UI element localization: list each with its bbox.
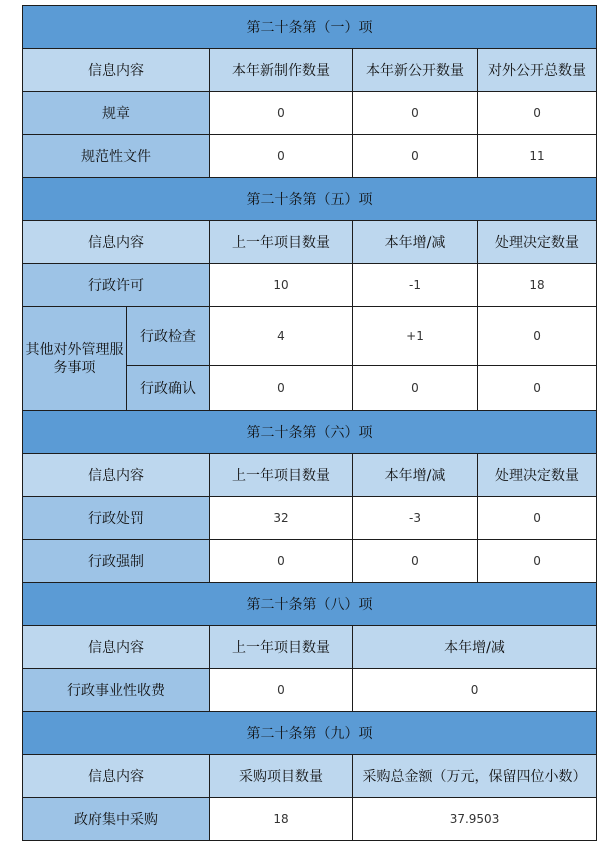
column-header: 本年增/减 — [353, 454, 478, 497]
column-header: 信息内容 — [23, 221, 210, 264]
section-header-5 — [23, 178, 597, 221]
column-header: 本年新制作数量 — [210, 49, 353, 92]
row-label: 行政强制 — [23, 540, 210, 583]
section-title: 第二十条第（五）项 — [23, 178, 597, 221]
table-row — [23, 264, 597, 307]
row-label: 行政检查 — [127, 307, 210, 366]
column-header: 本年增/减 — [353, 221, 478, 264]
cell-value: 0 — [353, 92, 478, 135]
cell-value: 0 — [478, 92, 597, 135]
cell-value: 4 — [210, 307, 353, 366]
section-title: 第二十条第（一）项 — [23, 6, 597, 49]
table-row — [23, 798, 597, 841]
cell-value: 0 — [210, 92, 353, 135]
row-label: 行政确认 — [127, 366, 210, 411]
section-header-9 — [23, 712, 597, 755]
column-header: 信息内容 — [23, 49, 210, 92]
cell-value: 0 — [478, 540, 597, 583]
column-header: 本年新公开数量 — [353, 49, 478, 92]
column-header-row — [23, 755, 597, 798]
group-label: 其他对外管理服务事项 — [23, 307, 127, 411]
cell-value: 0 — [478, 497, 597, 540]
table-row — [23, 669, 597, 712]
cell-value: 32 — [210, 497, 353, 540]
cell-value: -3 — [353, 497, 478, 540]
cell-value: 0 — [210, 366, 353, 411]
cell-value: 0 — [210, 669, 353, 712]
column-header: 上一年项目数量 — [210, 221, 353, 264]
row-label: 行政处罚 — [23, 497, 210, 540]
column-header: 采购项目数量 — [210, 755, 353, 798]
column-header-row — [23, 221, 597, 264]
cell-value: 0 — [210, 135, 353, 178]
column-header: 信息内容 — [23, 626, 210, 669]
cell-value: 0 — [210, 540, 353, 583]
row-label: 行政事业性收费 — [23, 669, 210, 712]
row-label: 政府集中采购 — [23, 798, 210, 841]
cell-value: 0 — [353, 135, 478, 178]
row-label: 行政许可 — [23, 264, 210, 307]
column-header-row — [23, 454, 597, 497]
column-header: 处理决定数量 — [478, 221, 597, 264]
table-row — [23, 307, 597, 366]
section-header-8 — [23, 583, 597, 626]
cell-value: 0 — [478, 307, 597, 366]
cell-value: 0 — [478, 366, 597, 411]
table-row — [23, 92, 597, 135]
row-label: 规范性文件 — [23, 135, 210, 178]
section-header-6 — [23, 411, 597, 454]
column-header: 信息内容 — [23, 755, 210, 798]
cell-value: +1 — [353, 307, 478, 366]
column-header: 上一年项目数量 — [210, 454, 353, 497]
cell-value: 0 — [353, 669, 597, 712]
column-header: 对外公开总数量 — [478, 49, 597, 92]
column-header: 处理决定数量 — [478, 454, 597, 497]
column-header: 信息内容 — [23, 454, 210, 497]
row-label: 规章 — [23, 92, 210, 135]
cell-value: 18 — [210, 798, 353, 841]
table-row — [23, 135, 597, 178]
section-title: 第二十条第（八）项 — [23, 583, 597, 626]
column-header: 采购总金额（万元，保留四位小数） — [353, 755, 597, 798]
disclosure-table — [22, 5, 597, 841]
column-header: 本年增/减 — [353, 626, 597, 669]
section-header-1 — [23, 6, 597, 49]
section-title: 第二十条第（六）项 — [23, 411, 597, 454]
cell-value: 18 — [478, 264, 597, 307]
section-title: 第二十条第（九）项 — [23, 712, 597, 755]
cell-value: -1 — [353, 264, 478, 307]
table-row — [23, 497, 597, 540]
column-header-row — [23, 626, 597, 669]
table-row — [23, 540, 597, 583]
cell-value: 10 — [210, 264, 353, 307]
cell-value: 11 — [478, 135, 597, 178]
column-header: 上一年项目数量 — [210, 626, 353, 669]
column-header-row — [23, 49, 597, 92]
cell-value: 37.9503 — [353, 798, 597, 841]
cell-value: 0 — [353, 366, 478, 411]
cell-value: 0 — [353, 540, 478, 583]
